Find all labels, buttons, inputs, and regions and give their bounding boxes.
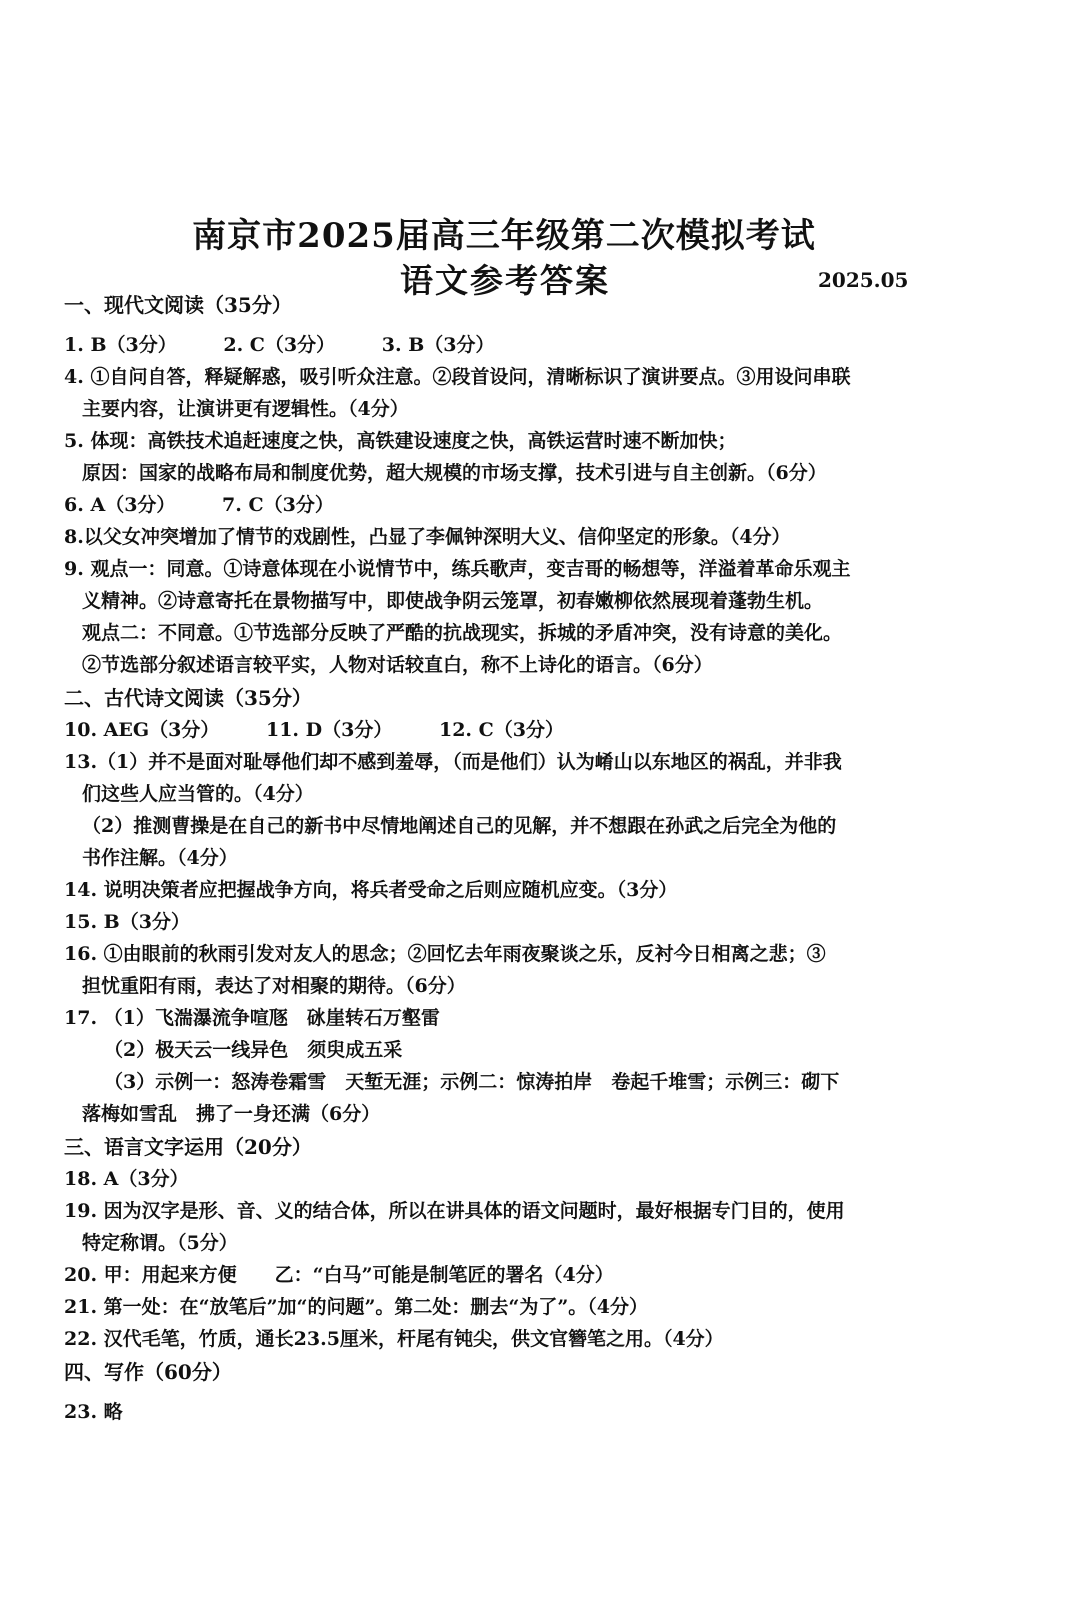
answer-row-1-3 — [64, 329, 964, 361]
answer-row-6-7 — [64, 489, 964, 521]
answer-q13-line2: 们这些人应当管的。（4分） — [82, 783, 314, 805]
answer-q5-line1: 5. 体现：高铁技术追赶速度之快，高铁建设速度之快，高铁运营时速不断加快； — [64, 430, 737, 452]
section-heading-classical-reading: 二、古代诗文阅读（35分） — [64, 686, 312, 710]
answer-q14: 14. 说明决策者应把握战争方向，将兵者受命之后则应随机应变。（3分） — [64, 879, 678, 901]
answer-q1: 1. B（3分） — [64, 334, 177, 356]
answer-q18: 18. A（3分） — [64, 1168, 189, 1190]
section-heading-modern-reading: 一、现代文阅读（35分） — [64, 293, 292, 317]
answer-q11: 11. D（3分） — [265, 719, 393, 741]
answer-q19-line2: 特定称谓。（5分） — [82, 1232, 238, 1254]
answer-q22: 22. 汉代毛笔，竹质，通长23.5厘米，杆尾有钝尖，供文官簪笔之用。（4分） — [64, 1328, 724, 1350]
answer-q17-line1: 17. （1）飞湍瀑流争喧豗 砯崖转石万壑雷 — [64, 1007, 440, 1029]
answer-q4-line2: 主要内容，让演讲更有逻辑性。（4分） — [82, 398, 409, 420]
answer-q10: 10. AEG（3分） — [64, 719, 220, 741]
exam-date: 2025.05 — [818, 268, 909, 292]
answer-q6: 6. A（3分） — [64, 494, 176, 516]
answer-q15: 15. B（3分） — [64, 911, 190, 933]
answer-q19-line1: 19. 因为汉字是形、音、义的结合体，所以在讲具体的语文问题时，最好根据专门目的，使用 — [64, 1200, 845, 1222]
answer-q13-line4: 书作注解。（4分） — [82, 847, 238, 869]
answer-row-10-12 — [64, 714, 964, 746]
answer-q16-line2: 担忧重阳有雨，表达了对相聚的期待。（6分） — [82, 975, 466, 997]
answer-q2: 2. C（3分） — [223, 334, 336, 356]
answer-q9-line4: ②节选部分叙述语言较平实，人物对话较直白，称不上诗化的语言。（6分） — [82, 654, 713, 676]
answer-q12: 12. C（3分） — [438, 719, 564, 741]
answer-q13-line3: （2）推测曹操是在自己的新书中尽情地阐述自己的见解，并不想跟在孙武之后完全为他的 — [82, 815, 837, 837]
answer-q13-line1: 13.（1）并不是面对耻辱他们却不感到羞辱，（而是他们）认为崤山以东地区的祸乱，并非我 — [64, 751, 842, 773]
answer-q9-line1: 9. 观点一：同意。①诗意体现在小说情节中，练兵歌声，变吉哥的畅想等，洋溢着革命乐观主 — [64, 558, 851, 580]
answer-q20: 20. 甲：用起来方便 乙：“白马”可能是制笔匠的署名（4分） — [64, 1264, 614, 1286]
answer-q17-line4: 落梅如雪乱 拂了一身还满（6分） — [82, 1103, 381, 1125]
answer-q7: 7. C（3分） — [222, 494, 334, 516]
document-subtitle: 语文参考答案 — [400, 261, 610, 300]
answer-q9-line2: 义精神。②诗意寄托在景物描写中，即使战争阴云笼罩，初春嫩柳依然展现着蓬勃生机。 — [82, 590, 824, 612]
answer-q17-line3: （3）示例一：怒涛卷霜雪 天堑无涯；示例二：惊涛拍岸 卷起千堆雪；示例三：砌下 — [104, 1071, 840, 1093]
answer-q9-line3: 观点二：不同意。①节选部分反映了严酷的抗战现实，拆城的矛盾冲突，没有诗意的美化。 — [82, 622, 843, 644]
answer-q21: 21. 第一处：在“放笔后”加“的问题”。第二处：删去“为了”。（4分） — [64, 1296, 648, 1318]
answer-q4-line1: 4. ①自问自答，释疑解惑，吸引听众注意。②段首设问，清晰标识了演讲要点。③用设问串联 — [64, 366, 851, 388]
answer-q3: 3. B（3分） — [381, 334, 495, 356]
answer-q16-line1: 16. ①由眼前的秋雨引发对友人的思念；②回忆去年雨夜聚谈之乐，反衬今日相离之悲；③ — [64, 943, 826, 965]
section-heading-language-use: 三、语言文字运用（20分） — [64, 1135, 312, 1159]
answer-q8: 8.以父女冲突增加了情节的戏剧性，凸显了李佩钟深明大义、信仰坚定的形象。（4分） — [64, 526, 791, 548]
section-heading-writing: 四、写作（60分） — [64, 1360, 232, 1384]
answer-content — [64, 288, 964, 1428]
exam-title: 南京市2025届高三年级第二次模拟考试 — [192, 216, 816, 256]
answer-q5-line2: 原因：国家的战略布局和制度优势，超大规模的市场支撑，技术引进与自主创新。（6分） — [82, 462, 827, 484]
answer-q17-line2: （2）极天云一线异色 须臾成五采 — [104, 1039, 403, 1061]
answer-q23: 23. 略 — [64, 1401, 123, 1423]
